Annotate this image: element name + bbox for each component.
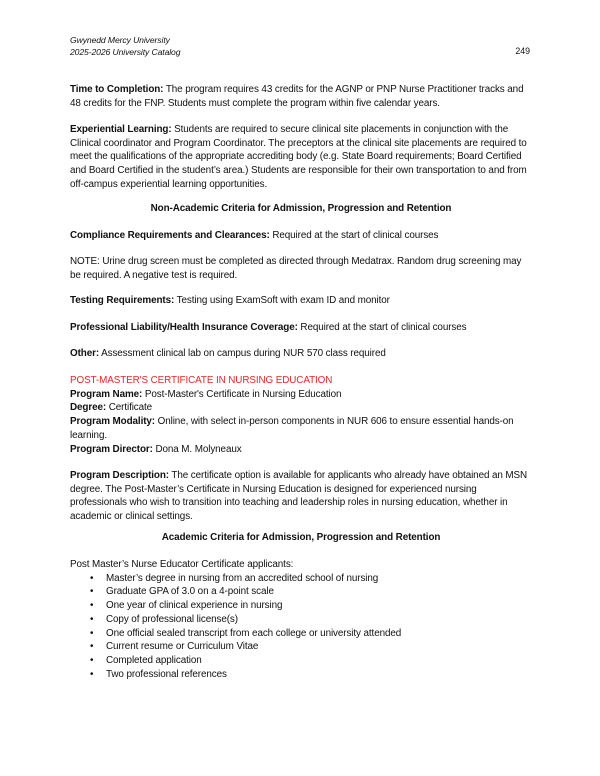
program-degree: Degree: Certificate — [70, 402, 153, 414]
applicants-intro: Post Master’s Nurse Educator Certificate applicants: — [70, 559, 294, 570]
time-to-completion: Time to Completion: The program requires 43 credits for the AGNP or PNP Nurse Practitioner tracks and 48 credits for the FNP. Students must complete the program within five calendar years. — [70, 84, 524, 109]
liability-coverage: Professional Liability/Health Insurance Coverage: Required at the start of clinical courses — [70, 322, 467, 333]
list-item: • One official sealed transcript from each college or university attended — [70, 627, 532, 641]
other-requirement: Other: Assessment clinical lab on campus during NUR 570 class required — [70, 348, 386, 359]
compliance: Compliance Requirements and Clearances: Required at the start of clinical courses — [70, 230, 439, 241]
applicant-requirements — [70, 558, 532, 681]
non-academic-heading: Non-Academic Criteria for Admission, Progression and Retention — [150, 203, 452, 214]
list-item: • Graduate GPA of 3.0 on a 4-point scale — [70, 585, 532, 599]
program-title: POST-MASTER'S CERTIFICATE IN NURSING EDUCATION — [70, 375, 333, 386]
requirements-list — [70, 572, 532, 682]
program-info — [70, 374, 532, 456]
list-item: • One year of clinical experience in nursing — [70, 599, 532, 613]
testing-requirements: Testing Requirements: Testing using ExamSoft with exam ID and monitor — [70, 295, 390, 306]
list-item: • Master’s degree in nursing from an accredited school of nursing — [70, 572, 532, 586]
program-description: Program Description: The certificate option is available for applicants who already have obtained an MSN degree. The Post-Master’s Certificate in Nursing Education is designed for experienced nursing professionals who wish to transition into teaching and leadership roles in nursing education, whether in academic or clinical settings. — [70, 470, 528, 523]
experiential-learning: Experiential Learning: Students are required to secure clinical site placements in conjunction with the Clinical coordinator and Program Coordinator. The preceptors at the clinical site placements are required to meet the qualifications of the appropriate accrediting body (e.g. State Board requirements; Board Certified and Board Certified in the student’s area.) Students are responsible for their own transportation to and from off-campus experiential learning opportunities. — [70, 124, 527, 190]
list-item: • Completed application — [70, 654, 532, 668]
running-header — [70, 34, 532, 58]
page-number: 249 — [515, 46, 530, 56]
catalog-title: 2025-2026 University Catalog — [70, 47, 181, 57]
list-item: • Current resume or Curriculum Vitae — [70, 640, 532, 654]
program-modality: Program Modality: Online, with select in-person components in NUR 606 to ensure essential hands-on learning. — [70, 416, 514, 441]
academic-heading: Academic Criteria for Admission, Progression and Retention — [161, 532, 441, 543]
drug-screen-note: NOTE: Urine drug screen must be completed as directed through Medatrax. Random drug screening may be required. A negative test is required. — [70, 256, 522, 281]
list-item: • Copy of professional license(s) — [70, 613, 532, 627]
list-item: • Two professional references — [70, 668, 532, 682]
program-director: Program Director: Dona M. Molyneaux — [70, 443, 242, 455]
institution-name: Gwynedd Mercy University — [70, 35, 170, 45]
program-name: Program Name: Post-Master's Certificate in Nursing Education — [70, 388, 342, 400]
